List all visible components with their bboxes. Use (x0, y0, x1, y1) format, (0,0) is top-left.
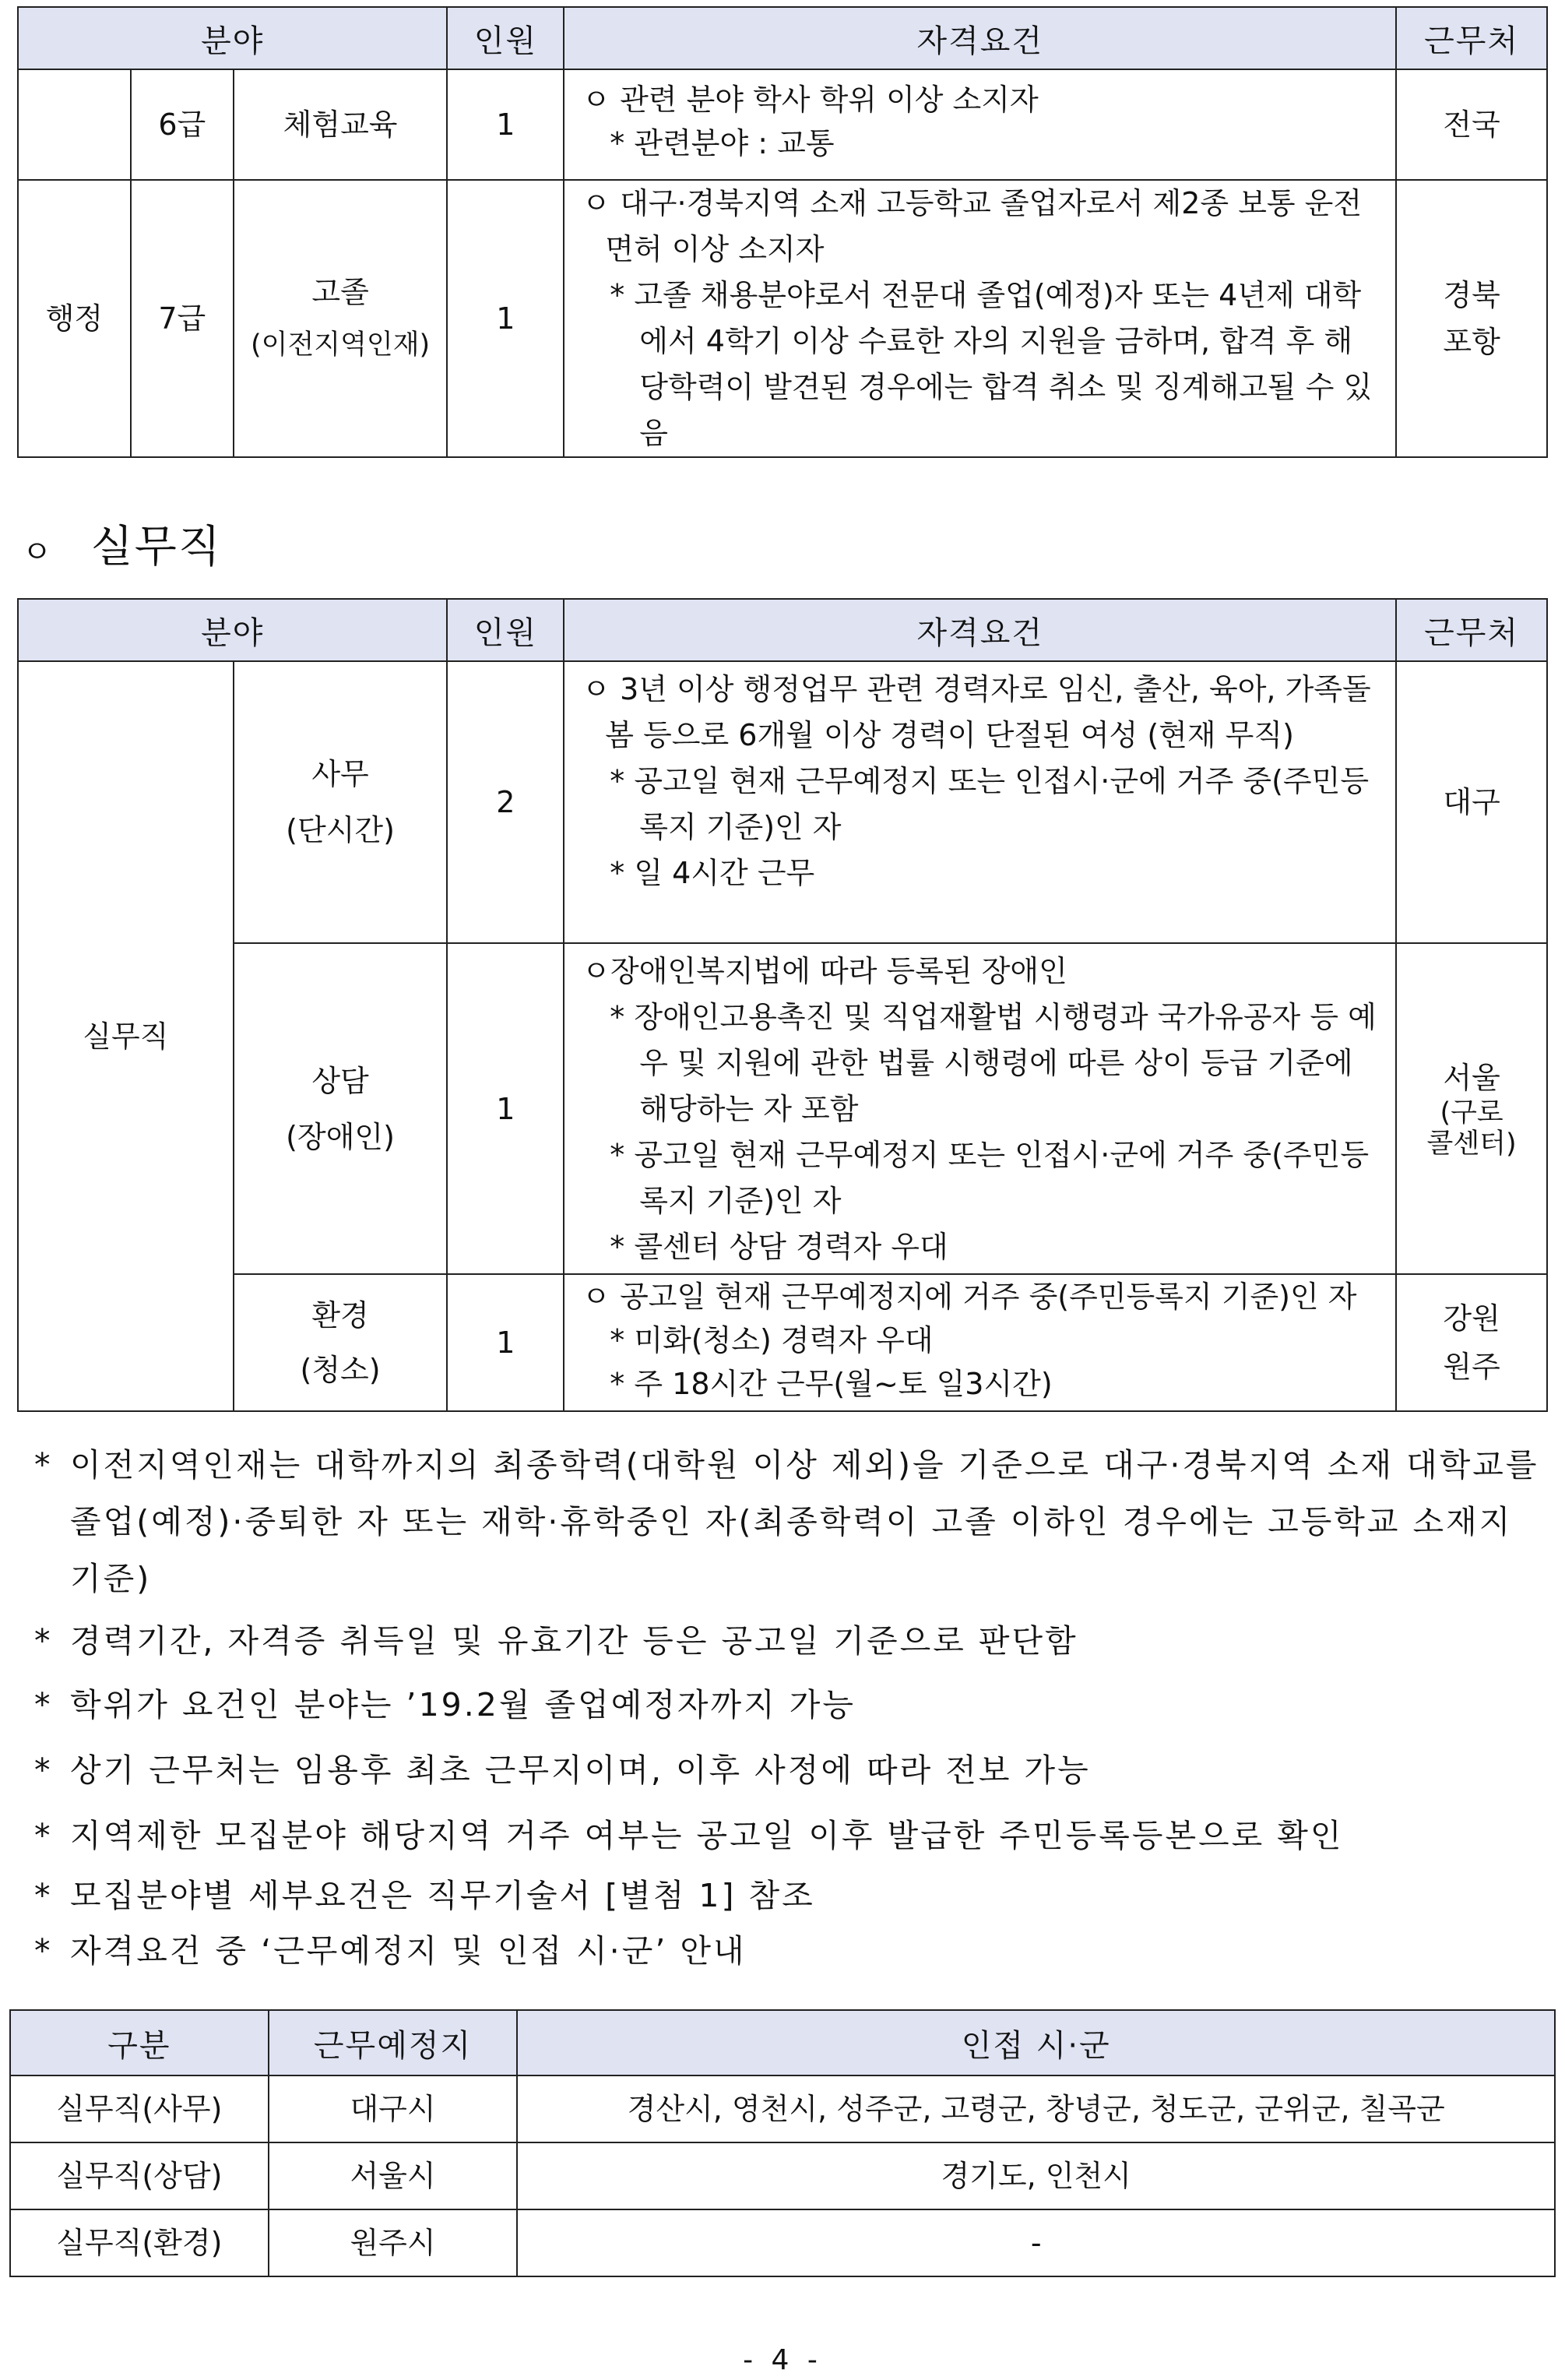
workplace-line: 원주 (1443, 1350, 1500, 1384)
note-star: * (34, 1686, 53, 1723)
adjacent-cell: 경산시, 영천시, 성주군, 고령군, 창녕군, 청도군, 군위군, 칠곡군 (517, 2075, 1555, 2142)
table-header-row (18, 7, 1547, 69)
category-cell: 행정 (18, 180, 131, 457)
note-item (30, 1923, 1557, 1979)
field-sublabel: (청소) (300, 1353, 381, 1387)
table-header-row (18, 599, 1547, 661)
workplace-line: 경북 (1443, 278, 1500, 312)
category-cell: 실무직 (18, 661, 234, 1411)
note-item (30, 1868, 1557, 1923)
field-cell: 체험교육 (234, 69, 448, 180)
table-row (10, 2142, 1555, 2209)
staff-recruit-table (17, 598, 1548, 1412)
requirement-line: ㅇ 공고일 현재 근무예정지에 거주 중(주민등록지 기준)인 자 (582, 1280, 1357, 1314)
header-division: 구분 (10, 2010, 269, 2075)
table-row (18, 943, 1547, 1274)
header-count: 인원 (447, 7, 564, 69)
requirements-cell (564, 661, 1396, 943)
note-text: 지역제한 모집분야 해당지역 거주 여부는 공고일 이후 발급한 주민등록등본으로 확인 (70, 1817, 1344, 1854)
requirement-line: ㅇ장애인복지법에 따라 등록된 장애인 (582, 954, 1067, 988)
page-number: - 4 - (743, 2344, 822, 2376)
note-item (30, 1437, 1557, 1607)
requirement-subline: * 공고일 현재 근무예정지 또는 인접시·군에 거주 중(주민등록지 기준)인 자 (610, 1138, 1370, 1218)
requirements-cell (564, 69, 1396, 180)
field-sublabel: (장애인) (286, 1119, 395, 1154)
requirements-cell (564, 943, 1396, 1274)
note-item (30, 1611, 1557, 1672)
field-label: 고졸 (311, 275, 369, 309)
requirement-subline: * 고졸 채용분야로서 전문대 졸업(예정)자 또는 4년제 대학에서 4학기 이상 수료한 자의 지원을 금하며, 합격 후 해당학력이 발견된 경우에는 합격 취소 및 징계해고될 수 있음 (610, 278, 1373, 450)
header-field: 분야 (18, 7, 447, 69)
division-cell: 실무직(사무) (10, 2075, 269, 2142)
note-text: 상기 근무처는 임용후 최초 근무지이며, 이후 사정에 따라 전보 가능 (70, 1752, 1091, 1789)
note-star: * (34, 1932, 53, 1970)
workplace-cell: 원주시 (269, 2209, 518, 2276)
workplace-line: 콜센터) (1426, 1128, 1517, 1160)
header-count: 인원 (447, 599, 564, 661)
requirements-cell (564, 180, 1396, 457)
header-field: 분야 (18, 599, 447, 661)
workplace-line: 강원 (1443, 1301, 1500, 1336)
note-text: 학위가 요건인 분야는 ’19.2월 졸업예정자까지 가능 (70, 1686, 856, 1723)
field-cell (234, 661, 448, 943)
note-star: * (34, 1752, 53, 1789)
table-header-row (10, 2010, 1555, 2075)
admin-recruit-table (17, 6, 1548, 458)
note-star: * (34, 1622, 53, 1660)
header-adjacent: 인접 시·군 (517, 2010, 1555, 2075)
requirement-line: ㅇ 관련 분야 학사 학위 이상 소지자 (582, 83, 1039, 117)
note-item (30, 1737, 1557, 1803)
workplace-cell (1396, 180, 1547, 457)
grade-cell: 6급 (131, 69, 234, 180)
count-cell: 1 (447, 1274, 564, 1411)
field-cell (234, 1274, 448, 1411)
note-item (30, 1803, 1557, 1868)
workplace-cell (1396, 1274, 1547, 1411)
workplace-cell: 서울시 (269, 2142, 518, 2209)
count-cell: 2 (447, 661, 564, 943)
workplace-line: 서울 (1443, 1060, 1500, 1095)
header-requirements: 자격요건 (564, 599, 1396, 661)
adjacent-cell: - (517, 2209, 1555, 2276)
note-item (30, 1672, 1557, 1737)
requirement-subline: * 공고일 현재 근무예정지 또는 인접시·군에 거주 중(주민등록지 기준)인 자 (610, 764, 1370, 844)
division-cell: 실무직(상담) (10, 2142, 269, 2209)
field-label: 상담 (311, 1063, 369, 1098)
requirements-cell (564, 1274, 1396, 1411)
table-row (10, 2075, 1555, 2142)
adjacent-region-table (9, 2009, 1556, 2277)
requirement-subline: * 장애인고용촉진 및 직업재활법 시행령과 국가유공자 등 예우 및 지원에 관한 법률 시행령에 따른 상이 등급 기준에 해당하는 자 포함 (610, 1000, 1377, 1126)
field-sublabel: (이전지역인재) (251, 329, 431, 361)
header-requirements: 자격요건 (564, 7, 1396, 69)
count-cell: 1 (447, 69, 564, 180)
requirement-subline: * 일 4시간 근무 (610, 856, 815, 890)
note-text: 자격요건 중 ‘근무예정지 및 인접 시·군’ 안내 (70, 1932, 747, 1970)
field-sublabel: (단시간) (286, 813, 395, 847)
field-cell (234, 943, 448, 1274)
grade-cell: 7급 (131, 180, 234, 457)
adjacent-cell: 경기도, 인천시 (517, 2142, 1555, 2209)
note-text: 이전지역인재는 대학까지의 최종학력(대학원 이상 제외)을 기준으로 대구·경북지역 소재 대학교를 졸업(예정)·중퇴한 자 또는 재학·휴학중인 자(최종학력이 고졸 이하인 경우에는 고등학교 소재지 기준) (70, 1446, 1539, 1597)
note-star: * (34, 1877, 53, 1914)
count-cell: 1 (447, 943, 564, 1274)
workplace-cell (1396, 943, 1547, 1274)
table-row (18, 180, 1547, 457)
table-row (18, 1274, 1547, 1411)
notes-list (30, 1437, 1557, 1979)
table-row (18, 69, 1547, 180)
section-title: 실무직 (90, 522, 222, 572)
requirement-subline: * 미화(청소) 경력자 우대 (610, 1323, 934, 1357)
category-cell (18, 69, 131, 180)
requirement-subline: * 관련분야 : 교통 (610, 126, 835, 160)
header-workplace: 근무예정지 (269, 2010, 518, 2075)
workplace-line: (구로 (1440, 1097, 1503, 1128)
note-star: * (34, 1817, 53, 1854)
workplace-cell: 대구 (1396, 661, 1547, 943)
field-label: 환경 (311, 1298, 369, 1333)
requirement-subline: * 콜센터 상담 경력자 우대 (610, 1230, 948, 1264)
header-workplace: 근무처 (1396, 599, 1547, 661)
requirement-line: ㅇ 대구·경북지역 소재 고등학교 졸업자로서 제2종 보통 운전면허 이상 소지자 (582, 186, 1363, 266)
count-cell: 1 (447, 180, 564, 457)
division-cell: 실무직(환경) (10, 2209, 269, 2276)
workplace-cell: 대구시 (269, 2075, 518, 2142)
note-text: 모집분야별 세부요건은 직무기술서 [별첨 1] 참조 (70, 1877, 815, 1914)
header-workplace: 근무처 (1396, 7, 1547, 69)
field-label: 사무 (311, 757, 369, 791)
field-cell (234, 180, 448, 457)
requirement-line: ㅇ 3년 이상 행정업무 관련 경력자로 임신, 출산, 육아, 가족돌봄 등으로 6개월 이상 경력이 단절된 여성 (현재 무직) (582, 672, 1371, 752)
requirement-subline: * 주 18시간 근무(월~토 일3시간) (610, 1367, 1053, 1401)
workplace-line: 포항 (1443, 325, 1500, 359)
table-row (10, 2209, 1555, 2276)
note-star: * (34, 1446, 53, 1484)
section-heading (22, 512, 222, 575)
bullet-marker: ㅇ (22, 534, 54, 571)
note-text: 경력기간, 자격증 취득일 및 유효기간 등은 공고일 기준으로 판단함 (70, 1622, 1078, 1660)
table-row (18, 661, 1547, 943)
workplace-cell: 전국 (1396, 69, 1547, 180)
